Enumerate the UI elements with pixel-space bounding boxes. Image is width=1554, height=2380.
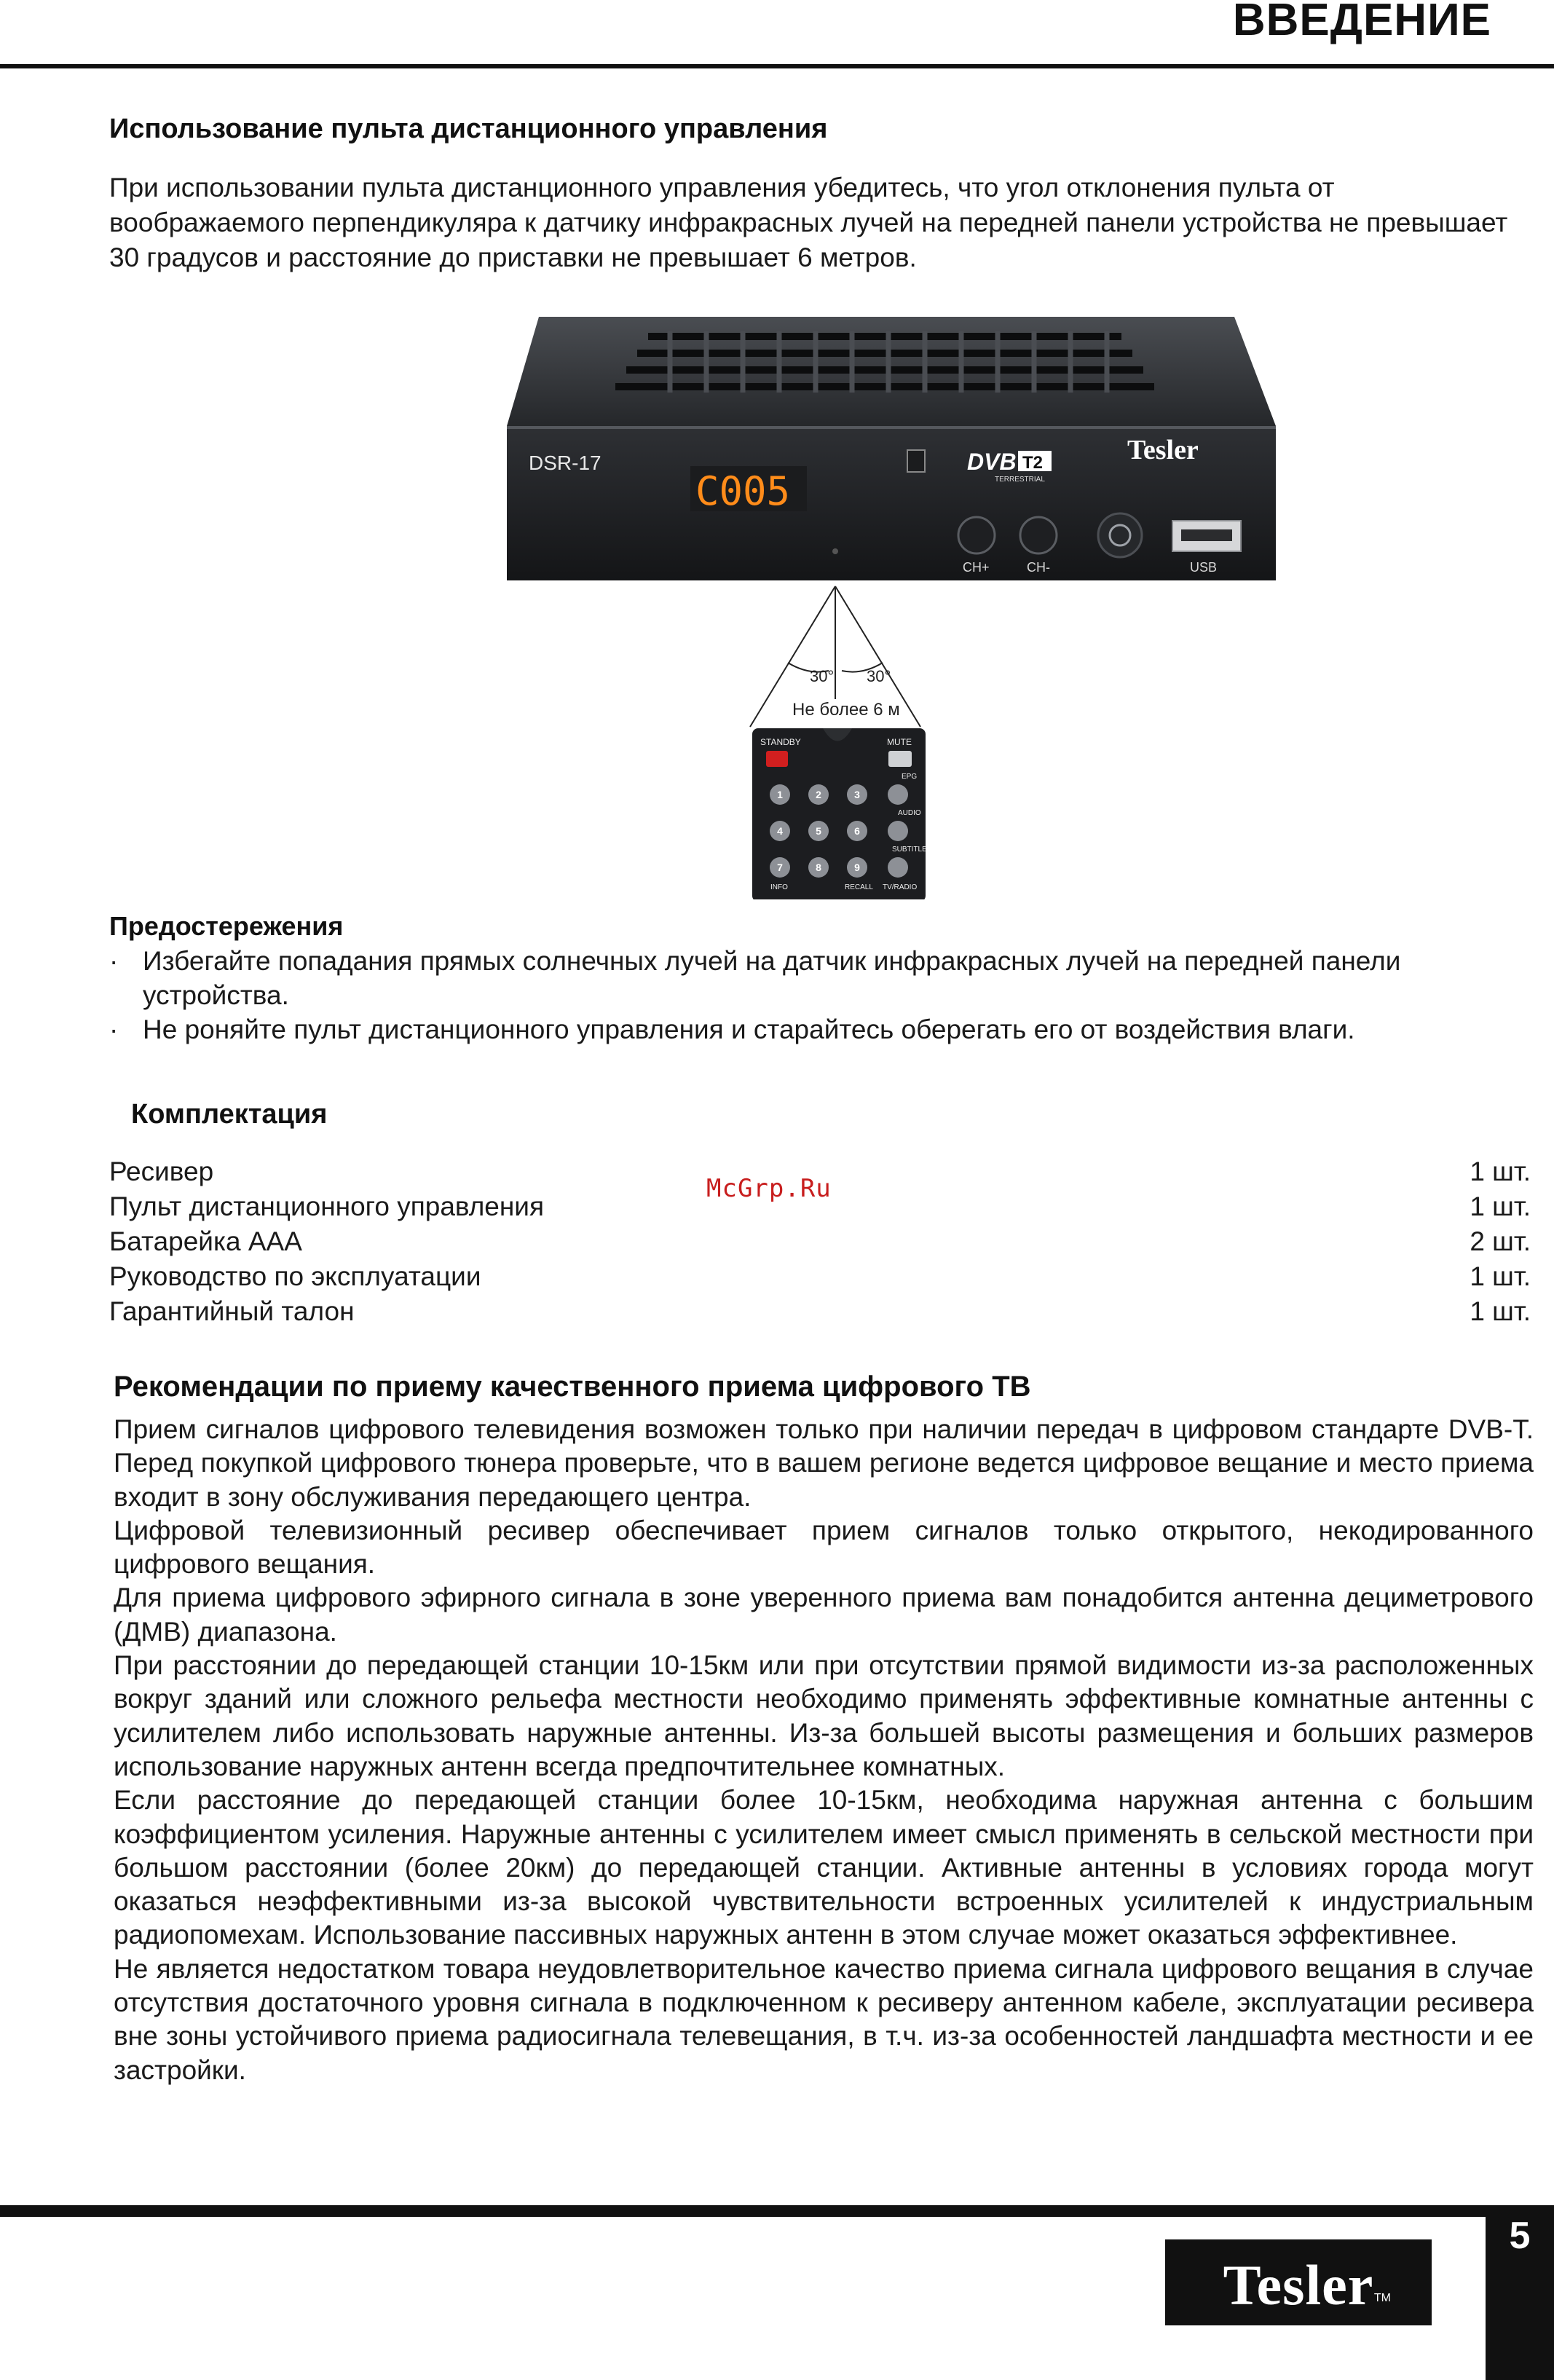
power-button <box>1098 513 1142 557</box>
subtitle-label: SUBTITLE <box>892 846 927 854</box>
kit-item-name: Батарейка ААА <box>109 1226 302 1256</box>
ir-sensor-icon <box>907 450 925 472</box>
digit-3: 3 <box>854 789 860 800</box>
kit-item-name: Ресивер <box>109 1156 214 1186</box>
remote-control <box>752 728 927 899</box>
kit-item-name: Гарантийный талон <box>109 1296 355 1326</box>
digit-2: 2 <box>816 789 821 800</box>
recommendation-paragraph: Прием сигналов цифрового телевидения возможен только при наличии передач в цифровом стандарте DVB-T. Перед покупкой цифрового тюнера проверьте, что в вашем регионе ведется цифровое вещание и место приема входит в зону обслуживания передающего центра. <box>114 1414 1534 1512</box>
list-item <box>109 1012 1537 1047</box>
receiver-device <box>507 317 1276 580</box>
recommendation-paragraph: Не является недостатком товара неудовлетворительное качество приема сигнала цифрового вещания в случае отсутствия достаточного уровня сигнала в подключенном к ресиверу антенном кабеле, эксплуатации ресивера вне зоны устойчивого приема радиосигнала телевещания, в т.ч. из-за особенностей ландшафта местности и ее застройки. <box>114 1953 1534 2085</box>
page-header-title: ВВЕДЕНИЕ <box>1232 0 1491 45</box>
list-item <box>109 1259 1531 1294</box>
footer-rule <box>0 2205 1554 2217</box>
footer-logo-text: Tesler <box>1223 2253 1374 2317</box>
angle-left-label: 30° <box>810 667 835 685</box>
recommendation-paragraph: Для приема цифрового эфирного сигнала в зоне уверенного приема вам понадобится антенна дециметрового (ДМВ) диапазона. <box>114 1583 1534 1647</box>
ch-minus-button <box>1020 517 1057 553</box>
header-rule <box>0 64 1554 68</box>
recommendations-body <box>114 1413 1534 2087</box>
angle-right-label: 30° <box>867 667 891 685</box>
bullet-marker: · <box>109 1014 119 1044</box>
precaution-text: Избегайте попадания прямых солнечных лучей на датчик инфракрасных лучей на передней панели устройства. <box>143 946 1401 1010</box>
usb-label: USB <box>1190 560 1218 575</box>
digit-4: 4 <box>777 825 783 837</box>
kit-item-qty: 2 шт. <box>1470 1226 1531 1256</box>
tvradio-label: TV/RADIO <box>883 883 918 891</box>
digit-6: 6 <box>854 825 860 837</box>
brand-logo: Tesler <box>1127 435 1199 465</box>
ch-plus-button <box>958 517 995 553</box>
watermark: McGrp.Ru <box>706 1174 832 1203</box>
trademark-mark: TM <box>1373 2292 1391 2304</box>
digit-9: 9 <box>854 862 860 873</box>
list-item <box>109 944 1537 1012</box>
audio-label: AUDIO <box>898 809 921 817</box>
digit-1: 1 <box>777 789 783 800</box>
info-label: INFO <box>770 883 788 891</box>
digit-8: 8 <box>816 862 821 873</box>
ch-minus-label: CH- <box>1027 560 1050 575</box>
page-number: 5 <box>1509 2215 1531 2257</box>
led-display: C005 <box>695 468 791 514</box>
precautions-list <box>109 944 1537 1047</box>
recommendations-heading: Рекомендации по приему качественного приема цифрового ТВ <box>114 1371 1031 1403</box>
kit-item-qty: 1 шт. <box>1470 1191 1531 1221</box>
kit-item-qty: 1 шт. <box>1470 1261 1531 1291</box>
kit-item-qty: 1 шт. <box>1470 1296 1531 1326</box>
footer-brand-logo <box>1165 2239 1432 2325</box>
standby-button <box>766 751 788 767</box>
receiver-remote-figure <box>502 317 1282 899</box>
standby-label: STANDBY <box>760 737 801 747</box>
precautions-heading: Предостережения <box>109 911 344 941</box>
digit-5: 5 <box>816 825 821 837</box>
kit-item-name: Руководство по эксплуатации <box>109 1261 481 1291</box>
digit-7: 7 <box>777 862 783 873</box>
recommendation-paragraph: При расстоянии до передающей станции 10-15км или при отсутствии прямой видимости из-за расположенных вокруг зданий или сложного рельефа местности необходимо применять эффективные комнатные антенны с усилителем либо использовать наружные антенны. Из-за большей высоты размещения и больших размеров использование наружных антенн всегда предпочтительнее комнатных. <box>114 1650 1534 1781</box>
kit-item-name: Пульт дистанционного управления <box>109 1191 545 1221</box>
mute-label: MUTE <box>887 737 912 747</box>
terrestrial-label: TERRESTRIAL <box>995 476 1045 484</box>
precaution-text: Не роняйте пульт дистанционного управления и старайтесь оберегать его от воздействия влаги. <box>143 1014 1355 1044</box>
mute-button <box>888 751 912 767</box>
model-label: DSR-17 <box>529 452 602 474</box>
list-item <box>109 1294 1531 1329</box>
bullet-marker: · <box>109 946 119 976</box>
t2-label: T2 <box>1022 453 1044 473</box>
ch-plus-label: CH+ <box>963 560 990 575</box>
recommendation-paragraph: Цифровой телевизионный ресивер обеспечивает прием сигналов только открытого, некодированного цифрового вещания. <box>114 1515 1534 1580</box>
dvb-logo: DVB <box>967 449 1017 475</box>
recommendation-paragraph: Если расстояние до передающей станции более 10-15км, необходима наружная антенна с большим коэффициентом усиления. Наружные антенны с усилителем имеет смысл применять в сельской местности при большом расстоянии (более 20км) до передающей станции. Активные антенны в условиях города могут оказаться неэффективными из-за высокой чувствительности встроенных усилителей к индустриальным радиопомехам. Использование пассивных наружных антенн в этом случае может оказаться эффективнее. <box>114 1785 1534 1950</box>
kit-heading: Комплектация <box>131 1099 328 1130</box>
kit-item-qty: 1 шт. <box>1470 1156 1531 1186</box>
list-item <box>109 1224 1531 1259</box>
distance-label: Не более 6 м <box>792 700 900 720</box>
remote-usage-text: При использовании пульта дистанционного управления убедитесь, что угол отклонения пульта от воображаемого перпендикуляра к датчику инфракрасных лучей на передней панели устройства не превышает 30 градусов и расстояние до приставки не превышает 6 метров. <box>109 173 1508 272</box>
remote-usage-heading: Использование пульта дистанционного управления <box>109 114 828 144</box>
epg-label: EPG <box>902 773 918 781</box>
recall-label: RECALL <box>845 883 873 891</box>
